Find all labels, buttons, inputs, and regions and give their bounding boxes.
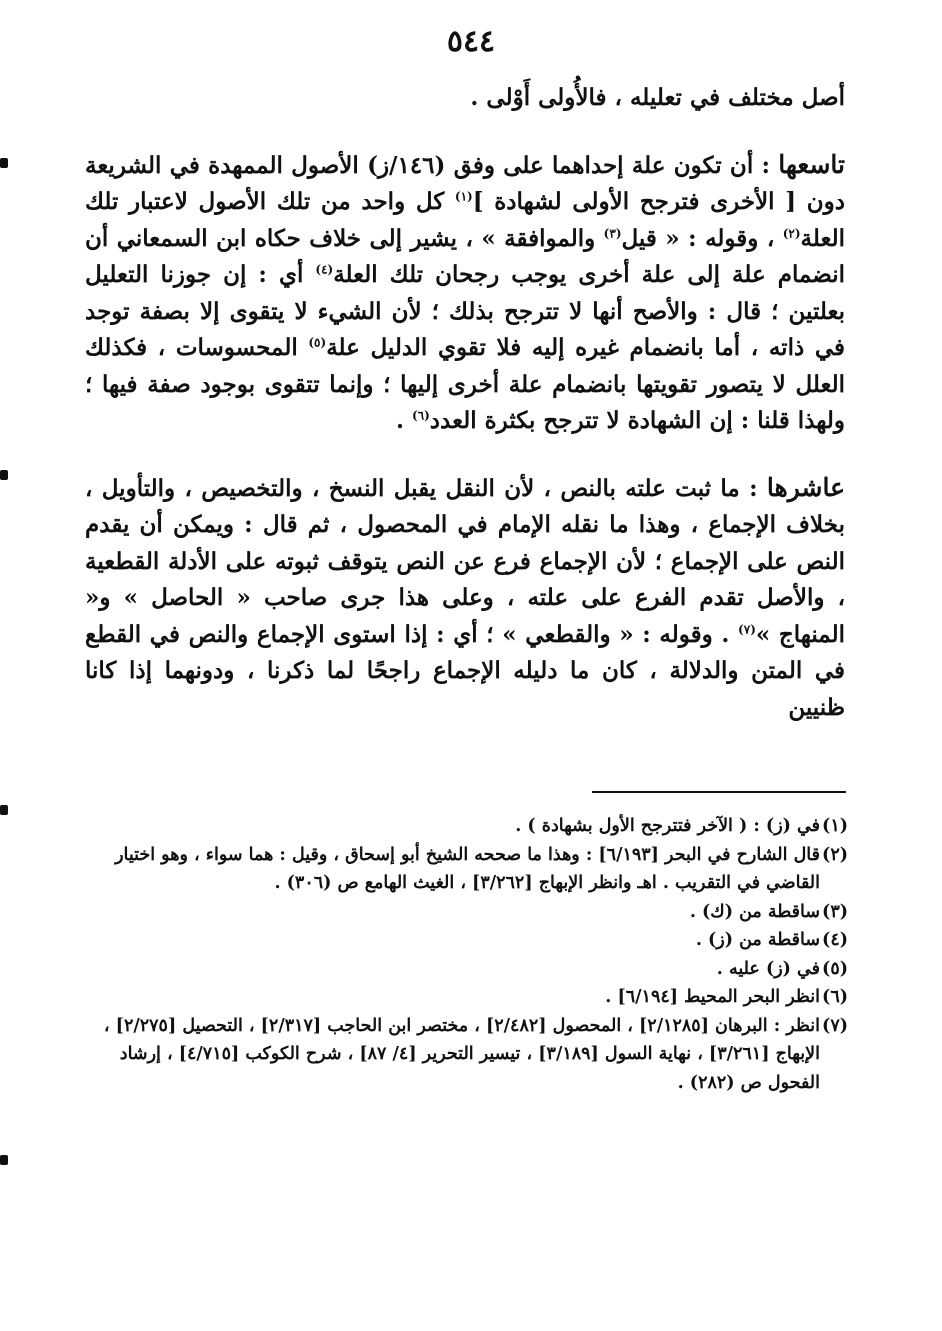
footnote-number: (٣) bbox=[822, 901, 848, 922]
ninth-text-3: ، وقوله : « قيل bbox=[621, 224, 783, 252]
tenth-text-2: . وقوله : « والقطعي » ؛ أي : إذا استوى الإجماع والنص في القطع في المتن والدلالة ، كان ما دليله الإجماع راجحًا لما ذكرنا ، ودونهما إذا كانا ظنيين bbox=[85, 620, 845, 721]
footnote-number: (٤) bbox=[822, 930, 848, 950]
footnote-text: في (ز) : ( الآخر فتترجح الأول بشهادة ) . bbox=[515, 816, 820, 836]
footnote-number: (٦) bbox=[822, 987, 848, 1007]
footnote-text: قال الشارح في البحر [٦/١٩٣] : وهذا ما صححه الشيخ أبو إسحاق ، وقيل : هما سواء ، وهو اختيار القاضي في التقريب . اهـ وانظر الإبهاج [٣/٢٦٢] ، الغيث الهامع ص (٣٠٦) . bbox=[115, 844, 820, 893]
tenth-text-1: : ما ثبت علته بالنص ، لأن النقل يقبل النسخ ، والتخصيص ، والتأويل ، بخلاف الإجماع ، وهذا ما نقله الإمام في المحصول ، ثم قال : ويمكن أن يقدم النص على الإجماع ؛ لأن الإجماع فرع عن النص يتوقف ثبوته على الأدلة القطعية ، والأصل تقدم الفرع على علته ، وعلى هذا جرى صاحب « الحاصل » و« المنهاج » bbox=[85, 474, 845, 648]
scan-edge-mark bbox=[0, 1155, 8, 1165]
footnote-text: في (ز) عليه . bbox=[716, 958, 820, 979]
footnote-ref-1[interactable]: (١) bbox=[454, 189, 473, 204]
footnote-item bbox=[88, 898, 848, 927]
ninth-text-4: والموافقة » ، يشير إلى خلاف حكاه ابن السمعاني أن انضمام علة إلى علة أخرى يوجب رجحان تلك العلة bbox=[85, 224, 845, 288]
page-number: ٥٤٤ bbox=[446, 24, 496, 59]
ninth-text-2: كل واحد من تلك الأصول لاعتبار تلك العلة bbox=[85, 188, 845, 252]
footnote-number: (١) bbox=[822, 816, 848, 836]
scan-edge-mark bbox=[0, 470, 8, 480]
footnote-text: ساقطة من (ز) . bbox=[695, 930, 820, 950]
tenth-lead-word: عاشرها bbox=[766, 472, 845, 502]
footnote-item bbox=[88, 926, 848, 955]
footnote-ref-5[interactable]: (٥) bbox=[308, 335, 327, 350]
ninth-text-7: . bbox=[395, 407, 412, 434]
intro-paragraph: أصل مختلف في تعليله ، فالأُولى أَوْلى . bbox=[470, 84, 845, 111]
ninth-lead-word: تاسعها bbox=[778, 149, 845, 179]
footnote-text: انظر : البرهان [٢/١٢٨٥] ، المحصول [٢/٤٨٢] ، مختصر ابن الحاجب [٢/٣١٧] ، التحصيل [٢/٢٧٥] ، الإبهاج [٣/٢٦١] ، نهاية السول [٣/١٨٩] ، تيسير التحرير [٤/ ٨٧] ، شرح الكوكب [٤/٧١٥] ، إرشاد الفحول ص (٢٨٢) . bbox=[103, 1015, 820, 1093]
ninth-text-6: المحسوسات ، فكذلك العلل لا يتصور تقويتها بانضمام علة أخرى إليها ؛ وإنما تتقوى بوجود صفة فيها ؛ ولهذا قلنا : إن الشهادة لا تترجح بكثرة العدد bbox=[85, 334, 845, 434]
footnote-item bbox=[88, 983, 848, 1012]
ninth-paragraph bbox=[85, 147, 845, 440]
footnote-number: (٢) bbox=[822, 844, 848, 865]
footnote-item bbox=[88, 955, 848, 984]
footnote-item bbox=[88, 841, 848, 898]
footnote-number: (٧) bbox=[822, 1015, 848, 1036]
footnote-ref-2[interactable]: (٢) bbox=[782, 225, 801, 240]
main-text bbox=[85, 80, 845, 726]
footnote-text: انظر البحر المحيط [٦/١٩٤] . bbox=[605, 987, 820, 1007]
ninth-text-1: : أن تكون علة إحداهما على وفق (١٤٦/ز) الأصول الممهدة في الشريعة دون [ الأخرى فترجح الأولى لشهادة ] bbox=[85, 151, 845, 215]
footnote-text: ساقطة من (ك) . bbox=[689, 901, 820, 922]
footnote-ref-7[interactable]: (٧) bbox=[738, 621, 756, 636]
footnote-ref-6[interactable]: (٦) bbox=[411, 408, 430, 423]
footnote-item bbox=[88, 1012, 848, 1098]
scan-edge-mark bbox=[0, 158, 8, 168]
footnote-divider bbox=[592, 791, 846, 793]
footnotes-section bbox=[88, 812, 848, 1097]
footnote-number: (٥) bbox=[822, 958, 848, 979]
scan-edge-mark bbox=[0, 805, 8, 815]
ninth-text-5: أي : إن جوزنا التعليل بعلتين ؛ قال : والأصح أنها لا تترجح بذلك ؛ لأن الشيء لا يتقوى إلا بصفة توجد في ذاته ، أما بانضمام غيره إليه فلا تقوي الدليل علة bbox=[85, 261, 845, 361]
footnote-item bbox=[88, 812, 848, 841]
tenth-paragraph bbox=[85, 470, 845, 727]
footnote-ref-4[interactable]: (٤) bbox=[315, 262, 334, 277]
footnote-ref-3[interactable]: (٣) bbox=[603, 225, 622, 240]
